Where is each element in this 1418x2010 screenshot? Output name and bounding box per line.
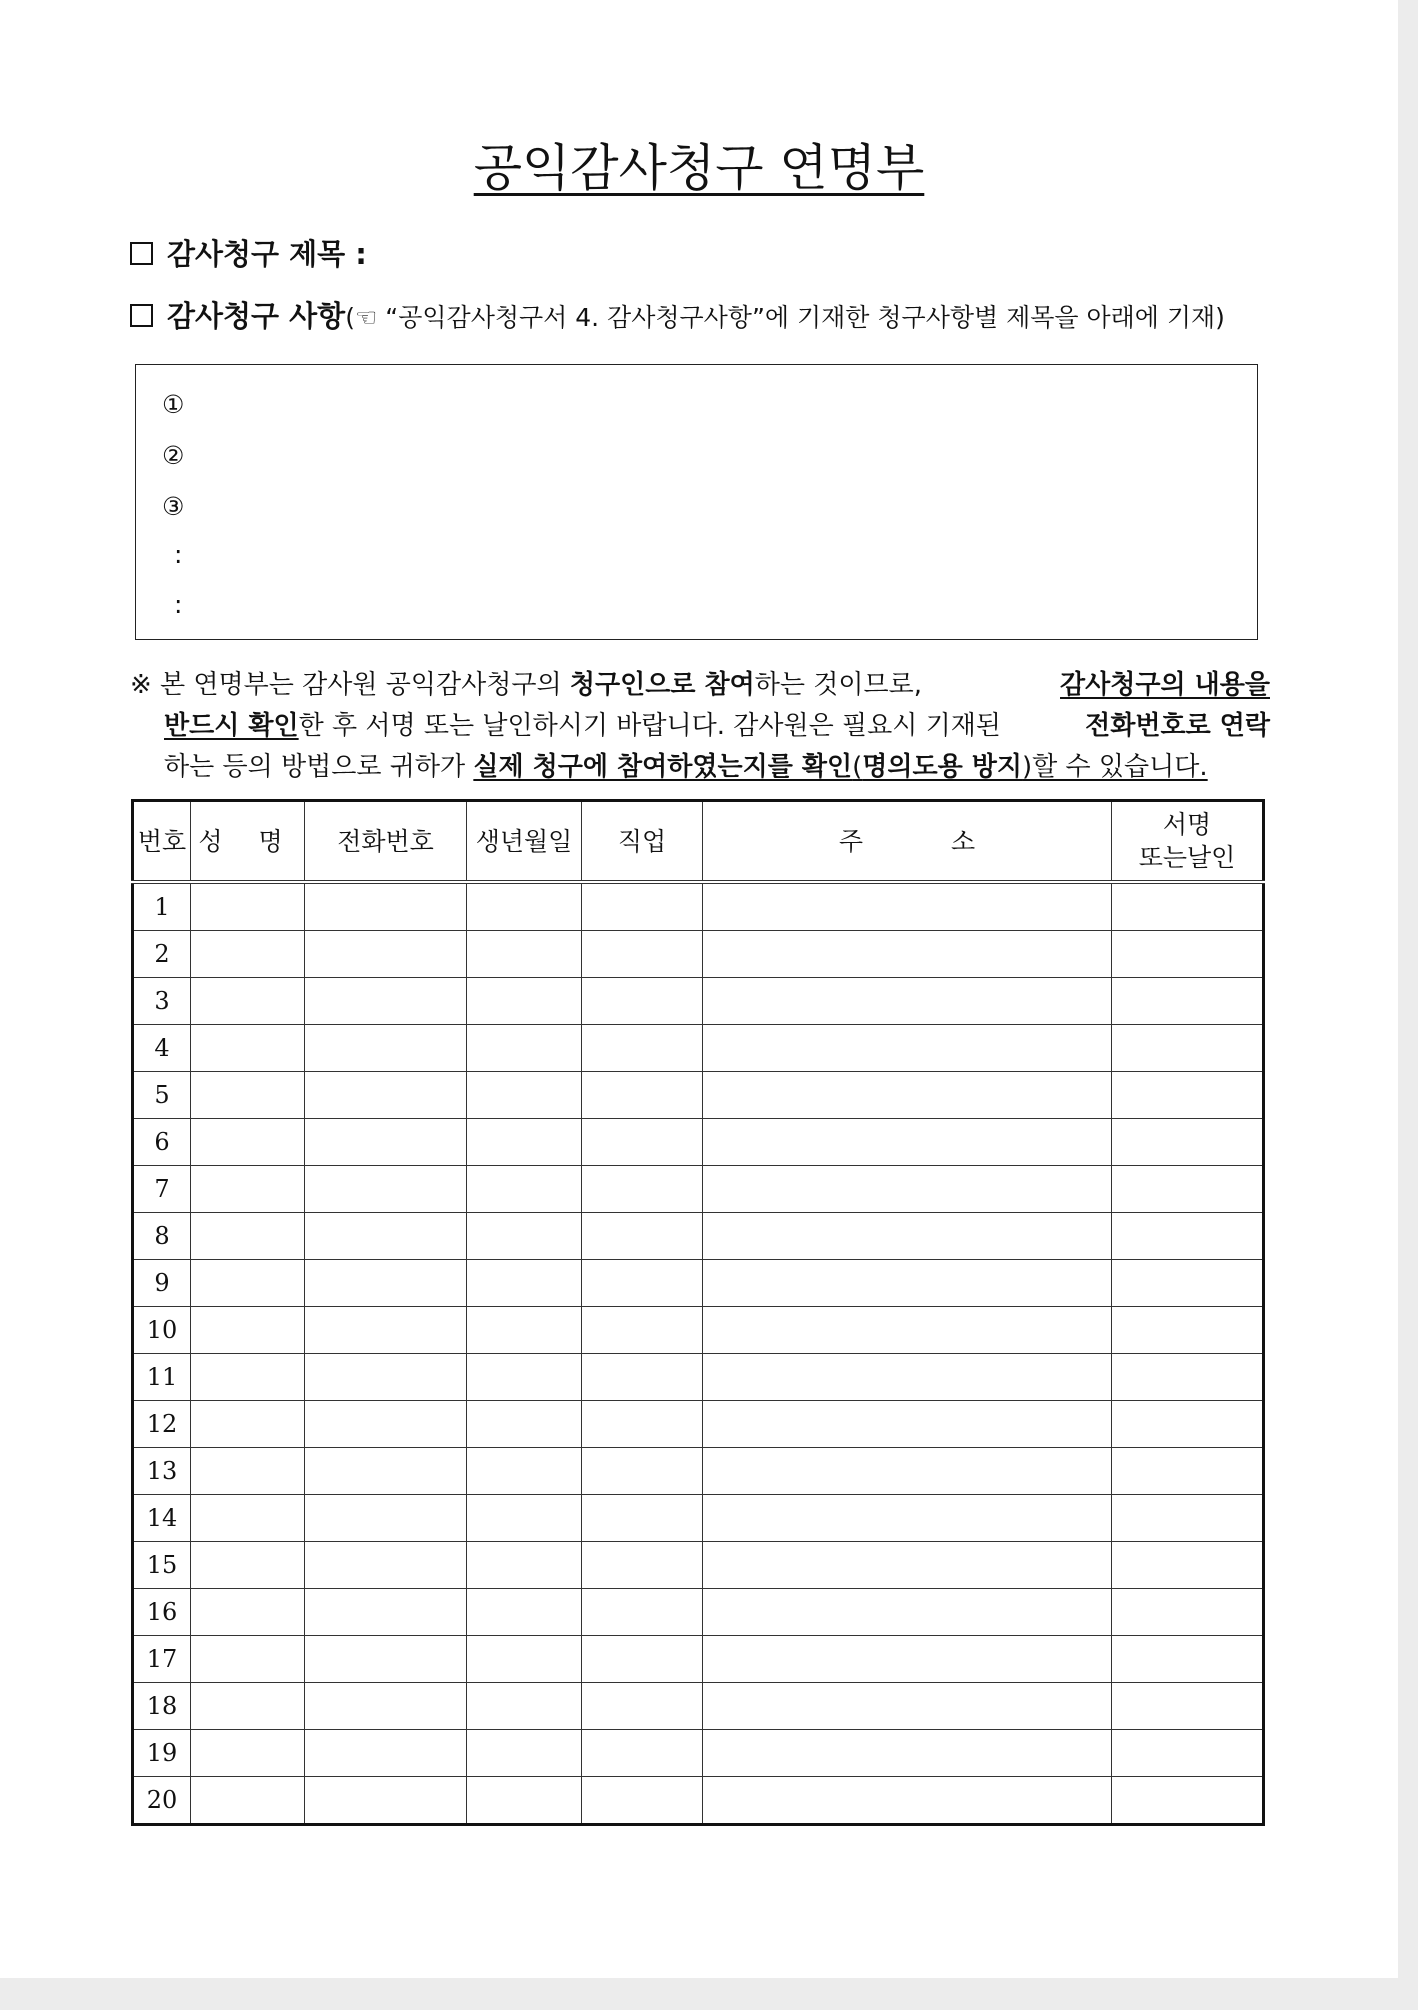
table-row [133,1401,1264,1448]
address-cell[interactable] [703,1166,1112,1213]
header-phone: 전화번호 [305,801,467,883]
signature-cell[interactable] [1112,1401,1264,1448]
birthdate-cell[interactable] [467,1542,582,1589]
name-cell[interactable] [191,1777,305,1825]
birthdate-cell[interactable] [467,978,582,1025]
table-row [133,931,1264,978]
table-row [133,1730,1264,1777]
birthdate-cell[interactable] [467,1213,582,1260]
name-cell[interactable] [191,1260,305,1307]
row-number: 15 [133,1542,191,1589]
matters-heading [130,296,1225,338]
phone-cell[interactable] [305,978,467,1025]
document-title: 공익감사청구 연명부 [473,139,925,197]
row-number: 6 [133,1119,191,1166]
occupation-cell[interactable] [582,1777,703,1825]
row-number: 13 [133,1448,191,1495]
occupation-cell[interactable] [582,1401,703,1448]
row-number: 10 [133,1307,191,1354]
checkbox-square-icon [130,242,153,265]
row-number: 2 [133,931,191,978]
address-cell[interactable] [703,1401,1112,1448]
birthdate-cell[interactable] [467,931,582,978]
birthdate-cell[interactable] [467,1589,582,1636]
occupation-cell[interactable] [582,978,703,1025]
row-number: 8 [133,1213,191,1260]
occupation-cell[interactable] [582,1119,703,1166]
name-cell[interactable] [191,1119,305,1166]
table-row [133,882,1264,931]
occupation-cell[interactable] [582,1448,703,1495]
matters-note: (☜ “공익감사청구서 4. 감사청구사항”에 기재한 청구사항별 제목을 아래에 기재) [345,303,1225,332]
occupation-cell[interactable] [582,1542,703,1589]
table-row [133,1307,1264,1354]
table-header-row [133,801,1264,883]
table-row [133,1448,1264,1495]
item-marker-3: ③ [162,492,185,521]
name-cell[interactable] [191,1401,305,1448]
name-cell[interactable] [191,1636,305,1683]
phone-cell[interactable] [305,1636,467,1683]
address-cell[interactable] [703,1260,1112,1307]
address-cell[interactable] [703,1589,1112,1636]
table-row [133,1260,1264,1307]
name-cell[interactable] [191,1495,305,1542]
subject-label: 감사청구 제목 : [167,237,367,271]
signature-cell[interactable] [1112,978,1264,1025]
address-cell[interactable] [703,1213,1112,1260]
birthdate-cell[interactable] [467,1072,582,1119]
phone-cell[interactable] [305,1307,467,1354]
item-marker-1: ① [162,390,185,419]
phone-cell[interactable] [305,1213,467,1260]
occupation-cell[interactable] [582,1730,703,1777]
birthdate-cell[interactable] [467,1730,582,1777]
row-number: 18 [133,1683,191,1730]
name-cell[interactable] [191,1354,305,1401]
birthdate-cell[interactable] [467,1260,582,1307]
table-row [133,1589,1264,1636]
signature-cell[interactable] [1112,1213,1264,1260]
matters-items-box[interactable] [135,364,1258,640]
row-number: 5 [133,1072,191,1119]
name-cell[interactable] [191,931,305,978]
name-cell[interactable] [191,978,305,1025]
occupation-cell[interactable] [582,931,703,978]
phone-cell[interactable] [305,1401,467,1448]
occupation-cell[interactable] [582,1354,703,1401]
phone-cell[interactable] [305,1354,467,1401]
row-number: 4 [133,1025,191,1072]
address-cell[interactable] [703,931,1112,978]
table-row [133,1166,1264,1213]
phone-cell[interactable] [305,1542,467,1589]
signature-cell[interactable] [1112,1119,1264,1166]
table-row [133,1119,1264,1166]
occupation-cell[interactable] [582,882,703,931]
signature-cell[interactable] [1112,1448,1264,1495]
signature-cell[interactable] [1112,1354,1264,1401]
table-row [133,1777,1264,1825]
table-row [133,1542,1264,1589]
row-number: 3 [133,978,191,1025]
phone-cell[interactable] [305,1730,467,1777]
phone-cell[interactable] [305,931,467,978]
signature-cell[interactable] [1112,1025,1264,1072]
signature-cell[interactable] [1112,882,1264,931]
header-occupation: 직업 [582,801,703,883]
address-cell[interactable] [703,882,1112,931]
occupation-cell[interactable] [582,1025,703,1072]
notice-paragraph [130,665,1270,788]
signature-cell[interactable] [1112,1260,1264,1307]
signature-cell[interactable] [1112,931,1264,978]
phone-cell[interactable] [305,1777,467,1825]
signature-roster-table [131,799,1265,1826]
occupation-cell[interactable] [582,1166,703,1213]
phone-cell[interactable] [305,1025,467,1072]
header-address: 주 소 [703,801,1112,883]
phone-cell[interactable] [305,1119,467,1166]
name-cell[interactable] [191,1542,305,1589]
matters-label: 감사청구 사항 [167,299,346,333]
notice-line-2: 반드시 확인한 후 서명 또는 날인하시기 바랍니다. 감사원은 필요시 기재된 전화번호로 연락 [164,711,1270,741]
signature-cell[interactable] [1112,1589,1264,1636]
phone-cell[interactable] [305,1495,467,1542]
row-number: 14 [133,1495,191,1542]
address-cell[interactable] [703,1025,1112,1072]
birthdate-cell[interactable] [467,1354,582,1401]
signature-cell[interactable] [1112,1307,1264,1354]
name-cell[interactable] [191,1025,305,1072]
address-cell[interactable] [703,1354,1112,1401]
row-number: 1 [133,882,191,931]
signature-cell[interactable] [1112,1777,1264,1825]
birthdate-cell[interactable] [467,1025,582,1072]
item-marker-continue: : [174,540,183,569]
table-row [133,1213,1264,1260]
birthdate-cell[interactable] [467,1401,582,1448]
birthdate-cell[interactable] [467,1119,582,1166]
row-number: 9 [133,1260,191,1307]
phone-cell[interactable] [305,1166,467,1213]
row-number: 11 [133,1354,191,1401]
signature-cell[interactable] [1112,1166,1264,1213]
signature-cell[interactable] [1112,1683,1264,1730]
occupation-cell[interactable] [582,1636,703,1683]
birthdate-cell[interactable] [467,1448,582,1495]
header-number: 번호 [133,801,191,883]
birthdate-cell[interactable] [467,1683,582,1730]
occupation-cell[interactable] [582,1589,703,1636]
table-row [133,1683,1264,1730]
address-cell[interactable] [703,1777,1112,1825]
header-birthdate: 생년월일 [467,801,582,883]
table-row [133,1636,1264,1683]
phone-cell[interactable] [305,1448,467,1495]
name-cell[interactable] [191,1683,305,1730]
header-name: 성 명 [191,801,305,883]
table-row [133,1495,1264,1542]
row-number: 7 [133,1166,191,1213]
address-cell[interactable] [703,1542,1112,1589]
occupation-cell[interactable] [582,1213,703,1260]
name-cell[interactable] [191,1213,305,1260]
birthdate-cell[interactable] [467,1307,582,1354]
occupation-cell[interactable] [582,1307,703,1354]
occupation-cell[interactable] [582,1495,703,1542]
address-cell[interactable] [703,1448,1112,1495]
table-row [133,1072,1264,1119]
address-cell[interactable] [703,1072,1112,1119]
address-cell[interactable] [703,978,1112,1025]
signature-cell[interactable] [1112,1072,1264,1119]
signature-cell[interactable] [1112,1636,1264,1683]
notice-line-1: ※ 본 연명부는 감사원 공익감사청구의 청구인으로 참여하는 것이므로, 감사청구의 내용을 [130,670,1270,700]
row-number: 17 [133,1636,191,1683]
address-cell[interactable] [703,1730,1112,1777]
address-cell[interactable] [703,1307,1112,1354]
row-number: 12 [133,1401,191,1448]
signature-cell[interactable] [1112,1495,1264,1542]
item-marker-2: ② [162,441,185,470]
header-signature: 서명 또는날인 [1112,801,1264,883]
notice-line-3: 하는 등의 방법으로 귀하가 실제 청구에 참여하였는지를 확인(명의도용 방지)할 수 있습니다. [164,752,1208,782]
row-number: 19 [133,1730,191,1777]
name-cell[interactable] [191,1307,305,1354]
address-cell[interactable] [703,1119,1112,1166]
name-cell[interactable] [191,1730,305,1777]
subject-heading [130,234,367,274]
name-cell[interactable] [191,1072,305,1119]
birthdate-cell[interactable] [467,1636,582,1683]
birthdate-cell[interactable] [467,1166,582,1213]
signature-cell[interactable] [1112,1730,1264,1777]
occupation-cell[interactable] [582,1072,703,1119]
checkbox-square-icon [130,304,153,327]
table-row [133,978,1264,1025]
signature-cell[interactable] [1112,1542,1264,1589]
phone-cell[interactable] [305,882,467,931]
address-cell[interactable] [703,1636,1112,1683]
name-cell[interactable] [191,1166,305,1213]
occupation-cell[interactable] [582,1683,703,1730]
phone-cell[interactable] [305,1072,467,1119]
row-number: 20 [133,1777,191,1825]
name-cell[interactable] [191,1448,305,1495]
phone-cell[interactable] [305,1683,467,1730]
phone-cell[interactable] [305,1260,467,1307]
birthdate-cell[interactable] [467,1495,582,1542]
phone-cell[interactable] [305,1589,467,1636]
table-row [133,1354,1264,1401]
table-row [133,1025,1264,1072]
row-number: 16 [133,1589,191,1636]
occupation-cell[interactable] [582,1260,703,1307]
birthdate-cell[interactable] [467,882,582,931]
birthdate-cell[interactable] [467,1777,582,1825]
address-cell[interactable] [703,1683,1112,1730]
item-marker-continue: : [174,590,183,619]
address-cell[interactable] [703,1495,1112,1542]
name-cell[interactable] [191,1589,305,1636]
name-cell[interactable] [191,882,305,931]
